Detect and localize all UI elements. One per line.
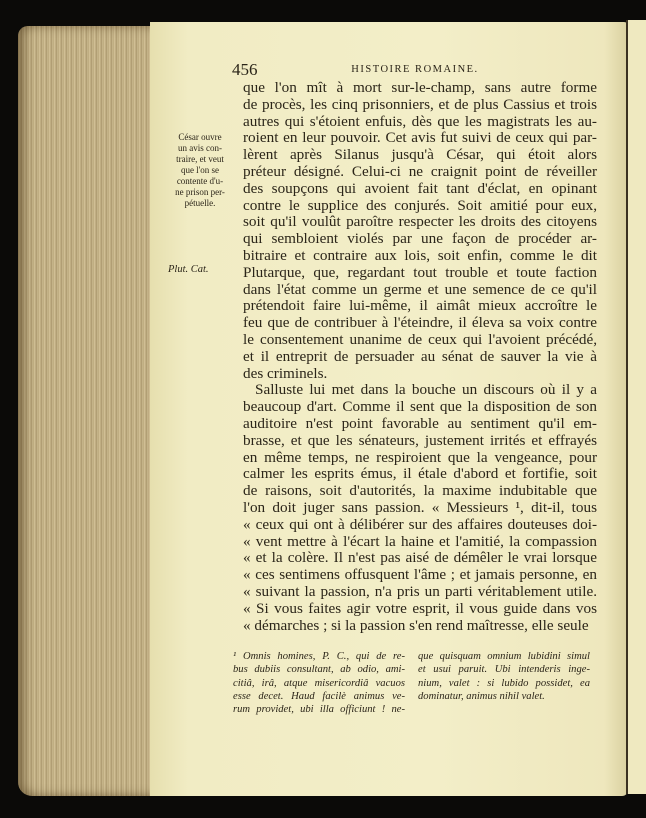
text-line: des criminels. — [243, 364, 328, 382]
text-line: préteur désigné. Celui-ci ne craignit point de réveiller — [243, 162, 597, 180]
margin-note-line: César ouvre — [178, 132, 222, 142]
text-line: de procès, les cinq prisonniers, et de plus Cassius et trois — [243, 95, 597, 113]
footnote-column-2 — [418, 650, 590, 703]
margin-note-line: contente d'u- — [176, 176, 224, 186]
text-line: des soupçons qui avoient fait tant d'éclat, en opinant — [243, 179, 597, 197]
body-text — [243, 80, 597, 634]
text-line: autres qui s'étoient enfuis, dès que les magistrats les au- — [243, 112, 597, 130]
text-line: dominatur, animus nihil valet. — [418, 690, 545, 702]
text-line: que l'on mît à mort sur-le-champ, sans autre forme — [243, 79, 597, 96]
text-line: calmer les esprits émus, il étale d'abord et fortifie, soit — [243, 465, 597, 483]
text-line: citiâ, irâ, atque misericordiâ vacuos — [233, 677, 405, 689]
text-line: qui sembloient violés par une façon de procéder ar- — [243, 230, 597, 248]
running-title: HISTOIRE ROMAINE. — [351, 64, 479, 75]
margin-note — [166, 132, 234, 209]
text-line: « suivant la passion, n'a pris un parti véritablement utile. — [243, 582, 597, 600]
text-line: « et la colère. Il n'est pas aisé de démêler le vrai lorsque — [243, 549, 597, 567]
text-line: prétendoit faire lui-même, il aimât mieux accroître le — [243, 297, 597, 315]
text-line: en même temps, ne respiroient que la vengeance, pour — [243, 448, 597, 466]
text-line: Salluste lui met dans la bouche un discours où il y a — [255, 381, 597, 399]
text-line: ¹ Omnis homines, P. C., qui de re- — [233, 651, 405, 662]
text-line: que quisquam omnium lubidini simul — [418, 651, 590, 662]
footnote-column-1 — [233, 650, 405, 716]
text-line: et usui paruit. Ubi intenderis inge- — [418, 664, 590, 676]
text-line: et il entreprit de persuader au sénat de sauver la vie à — [243, 347, 597, 365]
text-line: beaucoup d'art. Comme il sent que la disposition de son — [243, 398, 597, 416]
margin-note-line: traire, et veut — [176, 154, 224, 164]
text-line: rum providet, ubi illa officiunt ! ne- — [233, 704, 405, 716]
margin-citation: Plut. Cat. — [168, 264, 209, 275]
text-line: lèrent après Silanus jusqu'à César, qui étoit alors — [243, 146, 597, 164]
text-line: nium, valet : si lubido possidet, ea — [418, 677, 590, 689]
text-line: Plutarque, que, regardant tout trouble et toute faction — [243, 263, 597, 281]
text-line: feu que de contribuer à l'éteindre, il éleva sa voix contre — [243, 314, 597, 332]
text-line: « démarches ; si la passion s'en rend maîtresse, elle seule — [243, 616, 589, 634]
text-line: contre le supplice des conjurés. Soit amitié pour eux, — [243, 196, 597, 214]
facing-page-edge — [626, 20, 646, 794]
text-line: dans l'état comme un germe et une semence de ce qu'il — [243, 280, 597, 298]
text-line: de raisons, soit d'autorités, la maxime indubitable que — [243, 482, 597, 500]
text-line: « ces sentimens offusquent l'âme ; et jamais personne, en — [243, 566, 597, 584]
text-line: le consentement unanime de ceux qui l'avoient précédé, — [243, 330, 597, 348]
text-line: roient en leur pouvoir. Cet avis fut suivi de ceux qui par- — [243, 129, 597, 147]
page-number: 456 — [232, 60, 258, 79]
margin-note-line: que l'on se — [180, 165, 220, 175]
text-line: « ceux qui ont à délibérer sur des affaires douteuses doi- — [243, 515, 597, 533]
text-line: l'on doit juger sans passion. « Messieurs ¹, dit-il, tous — [243, 498, 597, 516]
text-line: bus dubiis consultant, ab odio, ami- — [233, 664, 405, 676]
margin-note-line: pétuelle. — [184, 198, 216, 208]
text-line: « Si vous faites agir votre esprit, il vous guide dans vos — [243, 599, 597, 617]
text-line: soit qu'il voulût paroître respecter les droits des citoyens — [243, 213, 597, 231]
page-edges — [18, 26, 154, 796]
margin-note-line: ne prison per- — [175, 187, 225, 197]
text-line: auditoire n'est point favorable au sentiment qu'il em- — [243, 414, 597, 432]
text-line: brasse, et que les sénateurs, justement irrités et effrayés — [243, 431, 597, 449]
text-line: esse decet. Haud facilè animus ve- — [233, 690, 405, 702]
text-line: bitraire et contraire aux lois, soit enfin, comme le dit — [243, 246, 597, 264]
text-line: « vent mettre à l'écart la haine et l'amitié, la compassion — [243, 532, 597, 550]
margin-note-line: un avis con- — [178, 143, 222, 153]
